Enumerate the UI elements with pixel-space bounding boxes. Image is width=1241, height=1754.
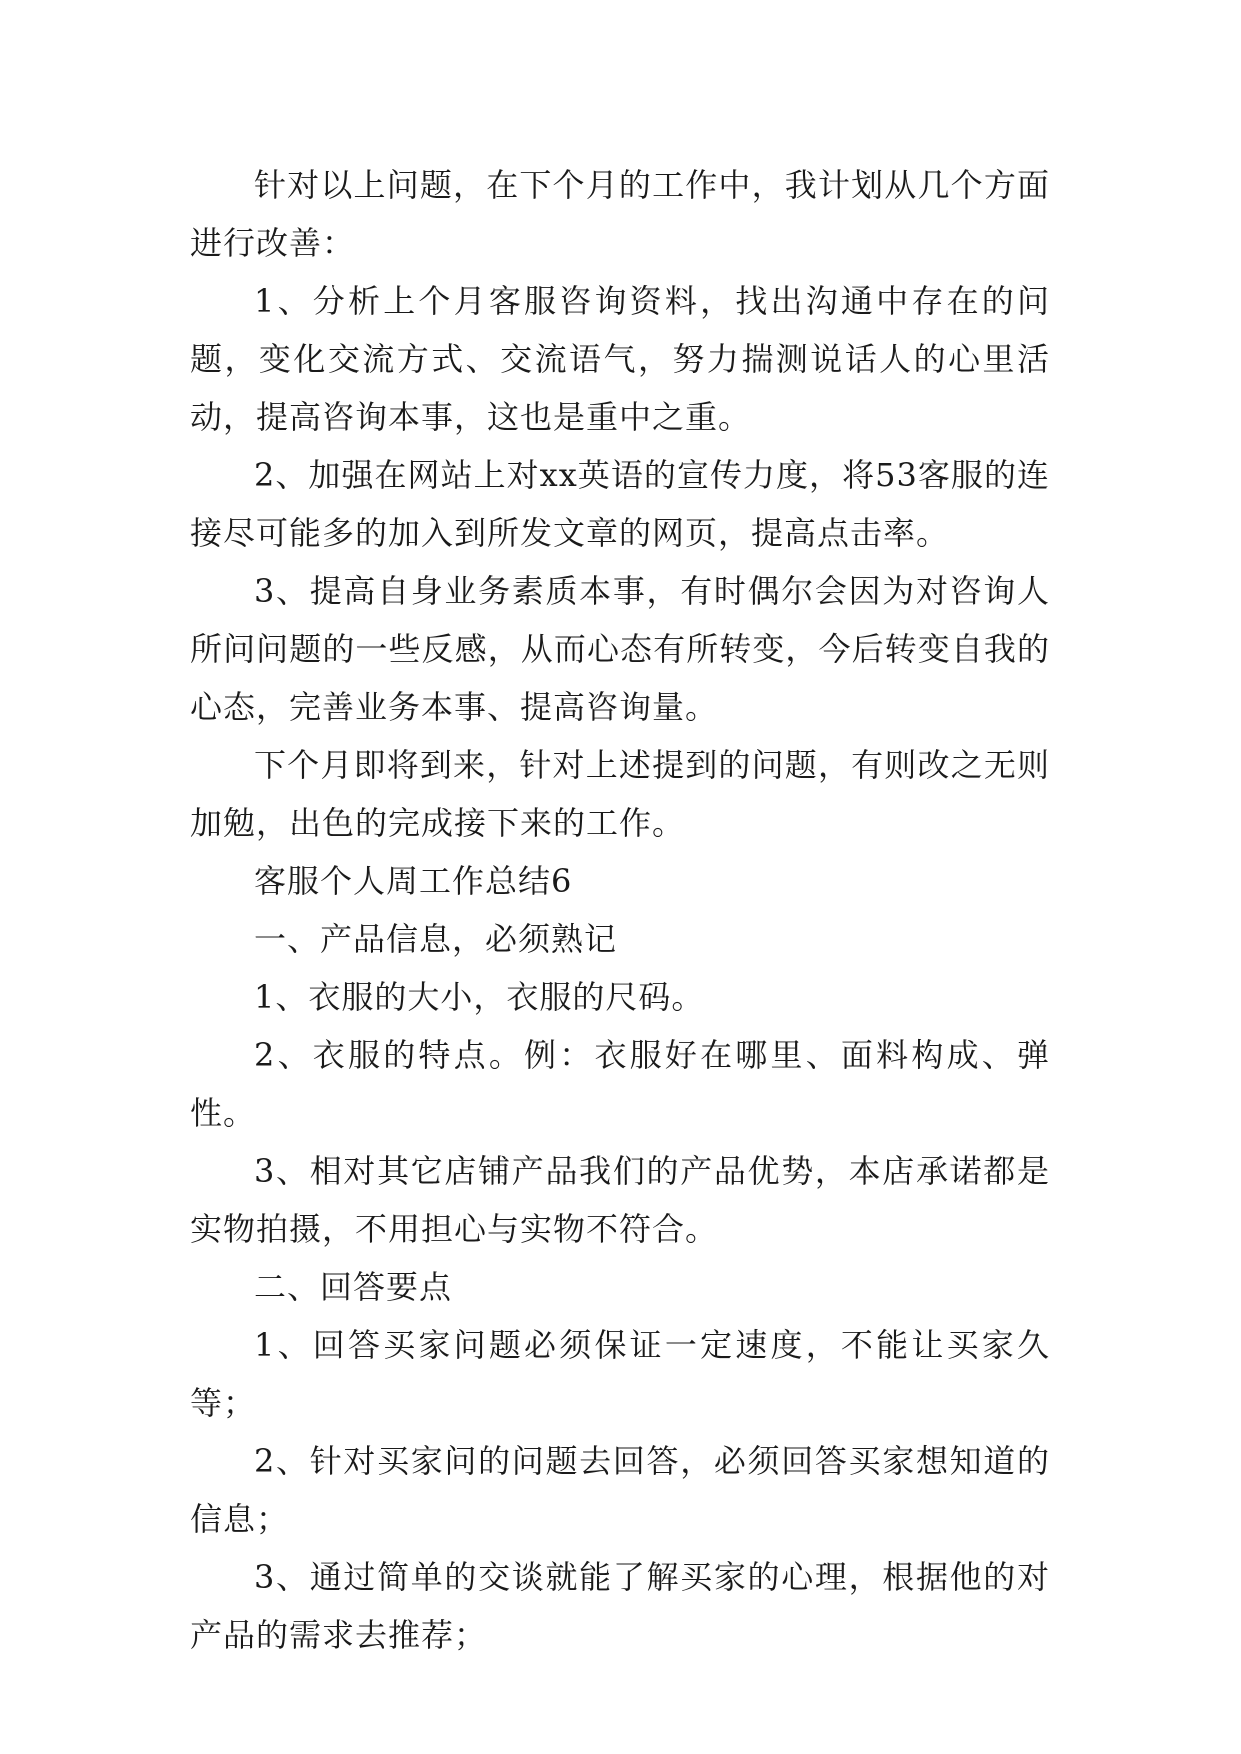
- list-item-recommend: 3、通过简单的交谈就能了解买家的心理，根据他的对产品的需求去推荐；: [190, 1558, 1050, 1654]
- paragraph-item-2-promotion: 2、加强在网站上对xx英语的宣传力度，将53客服的连接尽可能多的加入到所发文章的网页，提高点击率。: [190, 456, 1050, 552]
- heading-answer-points: 二、回答要点: [254, 1268, 453, 1306]
- list-item-features: 2、衣服的特点。例：衣服好在哪里、面料构成、弹性。: [190, 1036, 1050, 1132]
- section-title: 客服个人周工作总结6: [254, 862, 573, 900]
- paragraph-conclusion: 下个月即将到来，针对上述提到的问题，有则改之无则加勉，出色的完成接下来的工作。: [190, 746, 1050, 842]
- paragraph-improvement-intro: 针对以上问题，在下个月的工作中，我计划从几个方面进行改善：: [190, 166, 1050, 262]
- paragraph-item-3-self-improvement: 3、提高自身业务素质本事，有时偶尔会因为对咨询人所问问题的一些反感，从而心态有所转变，今后转变自我的心态，完善业务本事、提高咨询量。: [190, 572, 1050, 726]
- document-body: [190, 156, 1050, 1664]
- list-item-relevance: 2、针对买家问的问题去回答，必须回答买家想知道的信息；: [190, 1442, 1050, 1538]
- list-item-speed: 1、回答买家问题必须保证一定速度，不能让买家久等；: [190, 1326, 1050, 1422]
- paragraph-item-1-analyze: 1、分析上个月客服咨询资料，找出沟通中存在的问题，变化交流方式、交流语气，努力揣测说话人的心里活动，提高咨询本事，这也是重中之重。: [190, 282, 1050, 436]
- list-item-advantages: 3、相对其它店铺产品我们的产品优势，本店承诺都是实物拍摄，不用担心与实物不符合。: [190, 1152, 1050, 1248]
- heading-product-info: 一、产品信息，必须熟记: [254, 920, 618, 958]
- list-item-size: 1、衣服的大小，衣服的尺码。: [254, 978, 705, 1016]
